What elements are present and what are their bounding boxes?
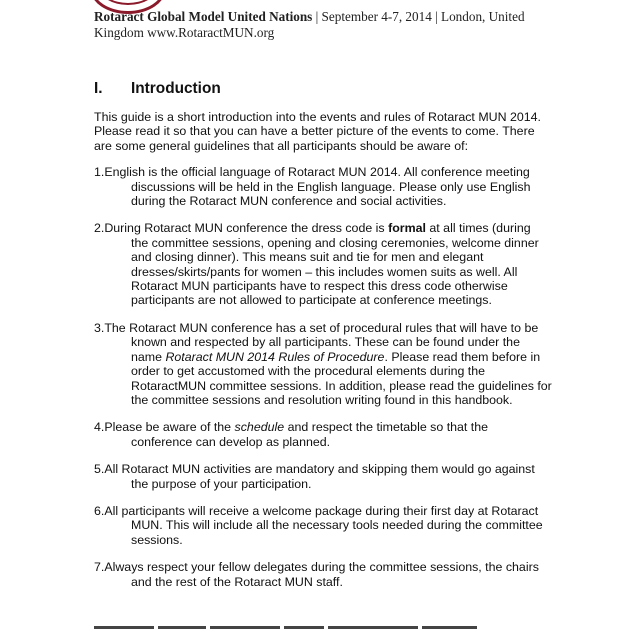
page-header [94, 9, 534, 40]
cut-off-next-line [94, 624, 544, 630]
item-6-first-line: 6.All participants will receive a welcome package during their first day at Rotaract [94, 503, 539, 518]
list-item [94, 560, 554, 589]
rules-of-procedure-italic: Rotaract MUN 2014 Rules of Procedure [165, 349, 385, 364]
item-1-first-line: 1.English is the official language of Rotaract MUN 2014. All conference meeting [94, 165, 530, 180]
list-item [94, 321, 554, 407]
list-item [94, 420, 554, 449]
header-details-2: Kingdom www.RotaractMUN.org [94, 24, 275, 40]
document-body [94, 110, 554, 602]
intro-paragraph: This guide is a short introduction into the events and rules of Rotaract MUN 2014. Please read it so that you can have a better picture of the events to come. There are some general guidelines that all participants should be aware of: [94, 110, 541, 153]
item-3-first-line: 3.The Rotaract MUN conference has a set of procedural rules that will have to be [94, 320, 539, 335]
item-4-first-line: 4.Please be aware of the schedule and respect the timetable so that the [94, 420, 489, 435]
section-number: I. [94, 80, 103, 97]
item-3-continuation: known and respected by all participants. These can be found under the name Rotaract MUN 2014 Rules of Procedure. Please read them before in order to get accustomed with the procedural elements during the RotaractMUN committee sessions. In addition, please read the guidelines for the committee sessions and resolution writing found in this handbook. [131, 335, 552, 407]
item-2-first-line: 2.During Rotaract MUN conference the dress code is formal at all times (during [94, 221, 531, 236]
item-4-continuation: conference can develop as planned. [131, 434, 331, 449]
item-5-first-line: 5.All Rotaract MUN activities are mandatory and skipping them would go against [94, 462, 535, 477]
list-item [94, 165, 554, 208]
item-2-continuation: the committee sessions, opening and closing ceremonies, welcome dinner and closing dinner). This means suit and tie for men and elegant dresses/skirts/pants for women – this includes women suits as well. All Rotaract MUN participants have to respect this dress code otherwise participants are not allowed to participate at conference meetings. [131, 235, 539, 308]
section-title: Introduction [131, 80, 221, 97]
item-5-continuation: the purpose of your participation. [131, 476, 312, 491]
dress-code-bold: formal [388, 221, 426, 236]
list-item [94, 221, 554, 307]
list-item [94, 504, 554, 547]
item-7-first-line: 7.Always respect your fellow delegates during the committee sessions, the chairs [94, 560, 539, 575]
list-item [94, 462, 554, 491]
item-7-continuation: and the rest of the Rotaract MUN staff. [131, 574, 343, 589]
section-heading [94, 80, 221, 98]
header-details-1: | September 4-7, 2014 | London, United [312, 9, 525, 24]
item-1-continuation: discussions will be held in the English language. Please only use English during the Rotaract MUN conference and social activities. [131, 179, 531, 209]
header-org: Rotaract Global Model United Nations [94, 9, 313, 24]
schedule-italic: schedule [234, 420, 285, 435]
item-6-continuation: MUN. This will include all the necessary tools needed during the committee sessions. [131, 518, 543, 547]
